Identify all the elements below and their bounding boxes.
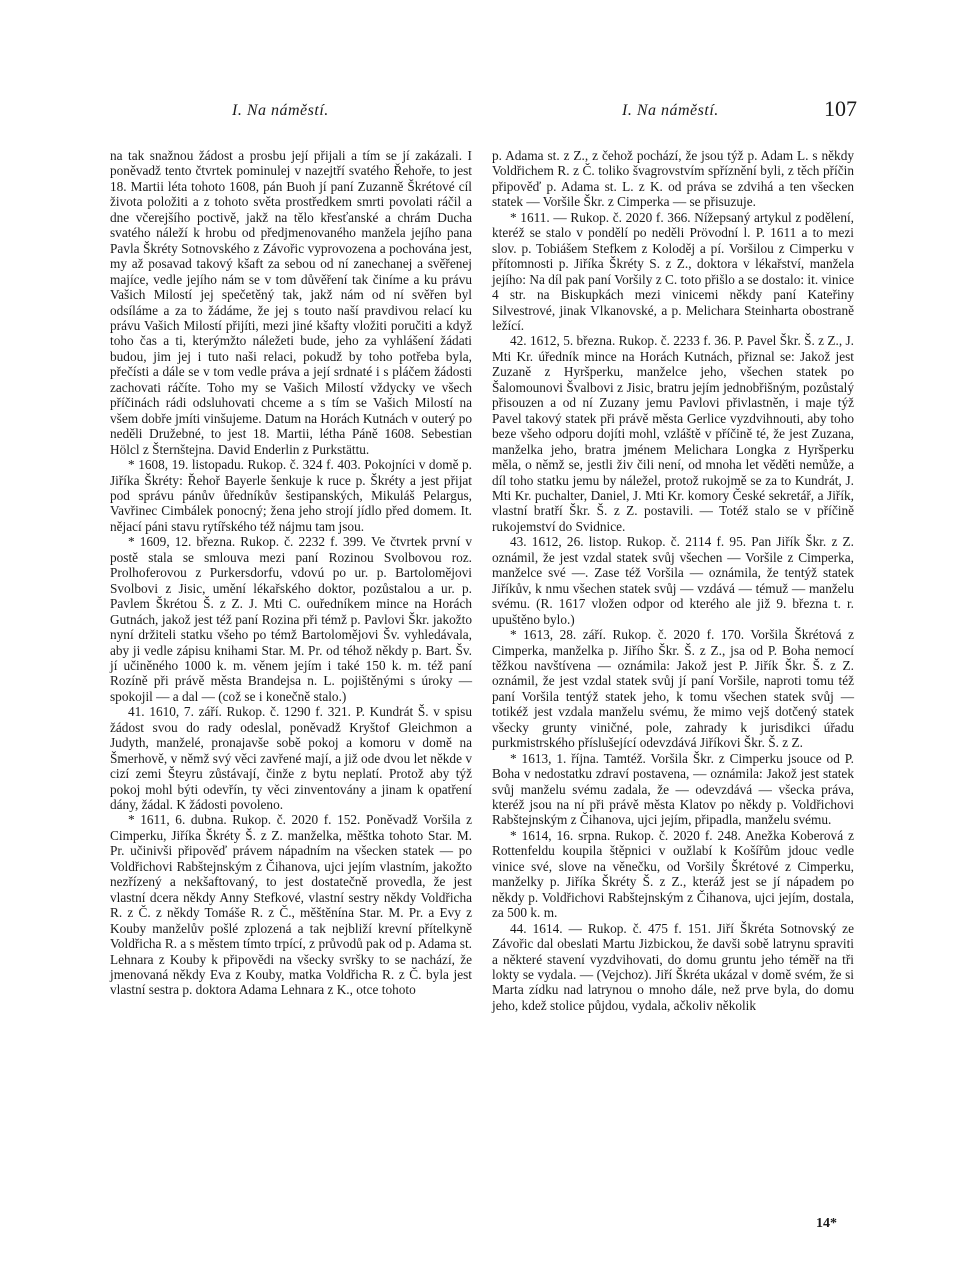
left-running-title: I. Na náměstí. [232, 102, 329, 119]
entry-41-1610: 41. 1610, 7. září. Rukop. č. 1290 f. 321. P. Kundrát Š. v spisu žádost svou do rady odeslal, poněvadž Kryštof Gleichmon a Judyth, manželé, pronajavše sobě pokoj a komoru v domě na Šmerhově, v němž svý věci zavřené mají, a již ode dvou let někde v cizí zemi Šteyru zůstávají, činže z bytu neplatí. Protož aby týž pokoj mohl býti odevřín, ty věci zinventovány a jinam k opatření dány, žádal. K žádosti povoleno. [110, 704, 472, 813]
entry-1609-brezna: * 1609, 12. března. Rukop. č. 2232 f. 399. Ve čtvrtek první v postě stala se smlouva mezi paní Rozinou Svolbovou roz. Prolhoferovou z Purkersdorfu, vdovú po ur. p. Bartolomějovi Svolbovi z Jisic, umění lékařského doktor, pozůstalou a ur. p. Pavlem Škrétou Š. z Z. J. Mti C. ouředníkem mince na Horách Gutnách, jakož jest též paní Rozina při témž p. Pavlovi Škr. jakožto nyní držiteli statku všeho po témž Bartolomějovi Šv. vyhledávala, aby ji vedle zápisu knihami Star. M. Pr. od téhož někdy p. Bart. Šv. jí učiněného 1000 k. m. věnem jejím i také 150 k. m. též paní Rozíně při právě města Brandejsa n. L. pojištěnými s úroky — spokojil — a dal — (což se i konečně stalo.) [110, 534, 472, 704]
running-header [0, 96, 960, 126]
signature-mark: 14* [816, 1216, 837, 1231]
paragraph-continuation: na tak snažnou žádost a prosbu její přijali a tím se jí zakázali. I poněvadž tento čtvrtek pominulej v nazejtří svatého Řehoře, to jest 18. Martii léta tohoto 1608, pán Buoh jí paní Zuzanně Škrétové cíl života položiti a z tohoto světa prostředkem smrti povolati ráčil a dne včerejšího poctivě, jakž na tělo křesťanské a chrám Ducha svatého náleží k hrobu od předjmenovaného manžela jejího pana Pavla Škréty Sotnovského z Závořic vyprovozena a pochována jest, my až posavad takový kšaft za sebou od ní zanechanej a svěřenej majíce, vedle jejího nám se v tom důvěření tak činíme a ku právu Vašich Milostí jej spečetěný tak, jakž nám od ní svěřen byl odsíláme a za to žádáme, že jej s touto naší pravdivou relací ku právu Vašich Milostí přijíti, mezi jiné kšafty vložiti poručiti a když toho čas a ti, kterýmžto náležeti bude, jeho za vyhlášení žádati budou, jim jej i tuto naši relaci, pokudž by toho potřeba byla, přečísti a dále se v tom vedle práva a její srdnaté i s pláčem žádosti zachovati ráčíte. Toho my se Vašich Milostí vždycky ve všech příčinách rádi odsluhovati chceme a s tím se Vašich Milostí na všem dobře jmíti vinšujeme. Datum na Horách Kutnách v outerý po neděli Družebné, to jest 18. Martii, létha Páně 1608. Sebestian Hölcl z Šternštejna. David Enderlin z Purkstättu. [110, 148, 472, 457]
right-text-column [492, 148, 854, 1013]
entry-44-1614: 44. 1614. — Rukop. č. 475 f. 151. Jiří Škréta Sotnovský ze Závořic dal obeslati Martu Jizbickou, že davši sobě latrynu spraviti a některé stavení vyzdvihovati, do domu gruntu jeho téměř na tři lokty se vydala. — (Vejchoz). Jiří Škréta ukázal v domě svém, že si Marta zídku nad latrynou o mnoho dále, než prve byla, do domu jeho, kdež stolice půjdou, vydala, ačkoliv několik [492, 920, 854, 1013]
entry-1611-dubna: * 1611, 6. dubna. Rukop. č. 2020 f. 152. Poněvadž Voršila z Cimperku, Jiříka Škréty Š. z Z. manželka, měštka tohoto Star. M. Pr. učinivši připověď právem nápadním na všecken statek — po Voldřichovi Rabštejnským z Čihanova, ujci jejím vlastním, jakožto nezřízený a nekšaftovaný, to jest dostatečně provedla, že jest vlastní dcera někdy Anny Stefkové, vlastní sestry někdy Voldřicha R. z Č. z někdy Tomáše R. z Č., měštěnína Star. M. Pr. a Evy z Kouby manželův pošlé zplozená a tak nejbliží krevní přítelkyně Voldřicha R. a s městem tímto trpící, z průvodů pak od p. Adama st. Lehnara z Kouby k připovědi na všecky svršky to se nachází, že jmenovaná někdy Eva z Kouby, matka Voldřicha R. z Č. byla jest vlastní sestra p. doktora Adama Lehnara z K., otce tohoto [110, 812, 472, 998]
left-text-column [110, 148, 472, 998]
entry-1608-listopad: * 1608, 19. listopadu. Rukop. č. 324 f. 403. Pokojníci v domě p. Jiříka Škréty: Řehoř Bayerle šenkuje k ruce p. Škréty a jest přijat pod správu pánův ůředníkův šestipanských, Mikuláš Pelargus, Vavřinec Cimbálek ponocný; žena jeho strojí jídlo před domem. It. nějací páni stavu rytířského též nájmu tam jsou. [110, 457, 472, 534]
entry-1614-srpna: * 1614, 16. srpna. Rukop. č. 2020 f. 248. Anežka Koberová z Rottenfeldu koupila štěpnici v oužlabí k Košířům jdouc vedle vinice své, slove na věnečku, od Voršily Škrétové z Cimperku, manželky p. Jiříka Škréty Š. z Z., kteráž jest se jí nápadem po někdy p. Voldřichovi Rabštejnským z Čihanova, ujci jejím, dostala, za 500 k. m. [492, 827, 854, 921]
entry-42-1612: 42. 1612, 5. března. Rukop. č. 2233 f. 36. P. Pavel Škr. Š. z Z., J. Mti Kr. úředník mince na Horách Kutnách, přiznal se: Jakož jest Zuzaně z Hyršperku, manželce jeho, všechen statek po Šalomounovi Švalbovi z Jisic, bratru jejím jednobřišným, pozůstalý přisouzen a od ní Zuzany jemu Pavlovi přivlastněn, i maje týž Pavel takový statek při právě města Gerlice vyzdvihnouti, aby toho beze všeho odporu dojíti mohl, vzláště v příčině té, že jest Zuzana, manželka jeho, bratra jménem Melichara Longka z Hyršperku měla, o němž se, jestli živ čili není, od mnoha let věděti nemůže, a díl toho statku jemu by náležel, protož rukojmě se za to Kundrát, J. Mti Kr. puchalter, Daniel, J. Mti Kr. komory České sekretář, a Jiřík, vlastní bratří Škr. Š. z Z. postavili. — Totéž stalo se v příčině rukojemství do Svidnice. [492, 333, 854, 534]
entry-1611: * 1611. — Rukop. č. 2020 f. 366. Nížepsaný artykul z podělení, kteréž se stalo v pondělí po neděli Prövodní l. P. 1611 a to mezi slov. p. Tobiášem Stefkem z Koloděj a pí. Voršilou z Cimperku v přítomnosti p. Jiříka Škréty S. z Z., doktora v lékařství, manžela jejího: Na díl pak paní Voršily z C. toto přišlo a se dostalo: it. vinice 4 str. na Biskupkách mezi vinicemi někdy paní Kateřiny Silvestrové, jinak Vlkanovské, a p. Melichara Steinharta obostraně ležící. [492, 209, 854, 333]
right-running-title: I. Na náměstí. [622, 102, 719, 119]
entry-43-1612: 43. 1612, 26. listop. Rukop. č. 2114 f. 95. Pan Jiřík Škr. z Z. oznámil, že jest vzdal statek svůj všechen — Voršile z Cimperka, manželce své —. Zase též Voršila — oznámila, že tentýž statek Jiříkův, k nmu všechen statek svůj — vzdává — témuž — manželu svému. (R. 1617 vložen odpor od kterého ale již 9. března t. r. upuštěno bylo.) [492, 534, 854, 627]
page-number: 107 [824, 96, 857, 121]
entry-1613-zari: * 1613, 28. září. Rukop. č. 2020 f. 170. Voršila Škrétová z Cimperka, manželka p. Jiřího Škr. Š. z Z., jsa od P. Boha nemocí těžkou navštívena — oznámila: Jakož jest P. Jiřík Škr. Š. z Z. oznámil, že jest vzdal statek svůj jí paní Voršile, naproti tomu též paní Voršila tentýž statek jeho, k tomu všechen statek svůj — totikéž jest vzdala manželu svému, že mimo vejš dotčený statek všecky grunty viničné, pole, zahrady k jurisdikci úřadu purkmistrského příslušející odevzdává Jiříkovi Škr. Š. z Z. [492, 627, 854, 751]
entry-1613-rijna: * 1613, 1. října. Tamtéž. Voršila Škr. z Cimperku jsouce od P. Boha v nedostatku zdraví postavena, — oznámila: Jakož jest statek svůj manželu svému zadala, že — odevzdává — všecka práva, kteréž jsou na ní při právě města Klatov po někdy p. Voldřichovi Rabštejnským z Čihanova, ujci jejím, připadla, manželu svému. [492, 750, 854, 828]
paragraph-continuation-right: p. Adama st. z Z., z čehož pochází, že jsou týž p. Adam L. s někdy Voldřichem R. z Č. toliko švagrovstvím spříznění byli, z těch příčin připověď p. Adama st. L. z K. od práva se zdvihá a ten všecken statek — Voršile Škr. z Cimperka — se přisuzuje. [492, 148, 854, 210]
